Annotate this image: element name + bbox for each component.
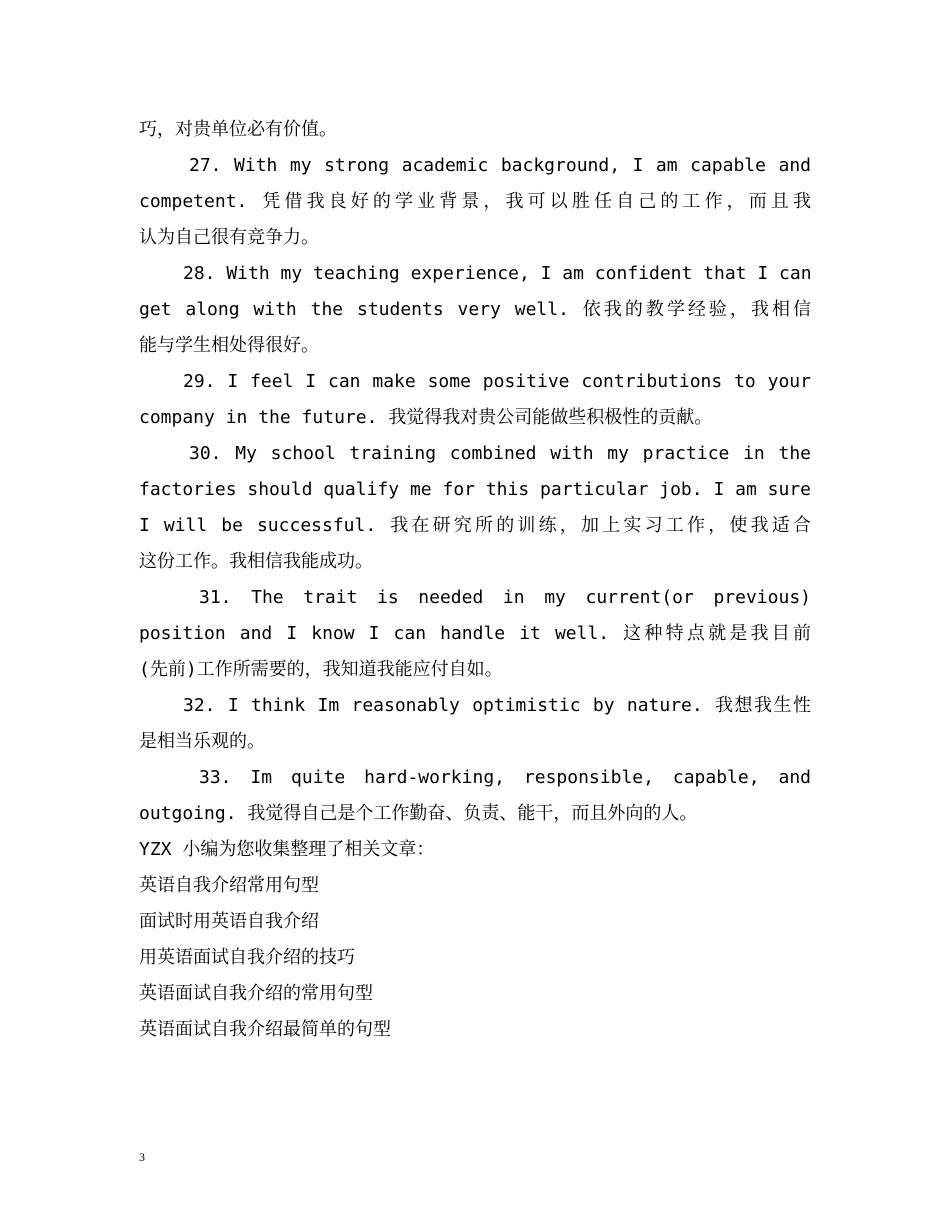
text-line: competent. 凭借我良好的学业背景，我可以胜任自己的工作，而且我 xyxy=(139,191,811,212)
related-article-link[interactable]: 英语面试自我介绍的常用句型 xyxy=(139,983,373,1004)
text-line: position and I know I can handle it well. 这种特点就是我目前 xyxy=(139,623,811,644)
text-line: 29. I feel I can make some positive contributions to your xyxy=(183,371,811,392)
text-line: 能与学生相处得很好。 xyxy=(139,335,319,356)
text-line: 27. With my strong academic background, I am capable and xyxy=(189,155,811,176)
related-article-link[interactable]: 英语面试自我介绍最简单的句型 xyxy=(139,1019,391,1040)
text-line: 30. My school training combined with my practice in the xyxy=(189,443,811,464)
text-line: company in the future. 我觉得我对贵公司能做些积极性的贡献。 xyxy=(139,407,713,428)
text-line: outgoing. 我觉得自己是个工作勤奋、负责、能干，而且外向的人。 xyxy=(139,803,698,824)
text-line: 32. I think Im reasonably optimistic by nature. 我想我生性 xyxy=(183,695,811,716)
text-line: 这份工作。我相信我能成功。 xyxy=(139,551,373,572)
text-line: 巧，对贵单位必有价值。 xyxy=(139,119,337,140)
page-number: 3 xyxy=(139,1150,145,1164)
text-line: 31. The trait is needed in my current(or previous) xyxy=(199,587,811,608)
text-line: (先前)工作所需要的，我知道我能应付自如。 xyxy=(139,659,503,680)
related-article-link[interactable]: 英语自我介绍常用句型 xyxy=(139,875,319,896)
related-articles-intro: YZX 小编为您收集整理了相关文章： xyxy=(139,839,435,860)
document-body xyxy=(139,112,811,1048)
related-article-link[interactable]: 用英语面试自我介绍的技巧 xyxy=(139,947,355,968)
text-line: 33. Im quite hard-working, responsible, capable, and xyxy=(199,767,811,788)
text-line: 认为自己很有竞争力。 xyxy=(139,227,319,248)
text-line: 28. With my teaching experience, I am confident that I can xyxy=(183,263,812,284)
text-line: I will be successful. 我在研究所的训练，加上实习工作，使我适合 xyxy=(139,515,811,536)
text-line: get along with the students very well. 依我的教学经验，我相信 xyxy=(139,299,811,320)
related-article-link[interactable]: 面试时用英语自我介绍 xyxy=(139,911,319,932)
text-line: factories should qualify me for this particular job. I am sure xyxy=(139,479,811,500)
text-line: 是相当乐观的。 xyxy=(139,731,265,752)
